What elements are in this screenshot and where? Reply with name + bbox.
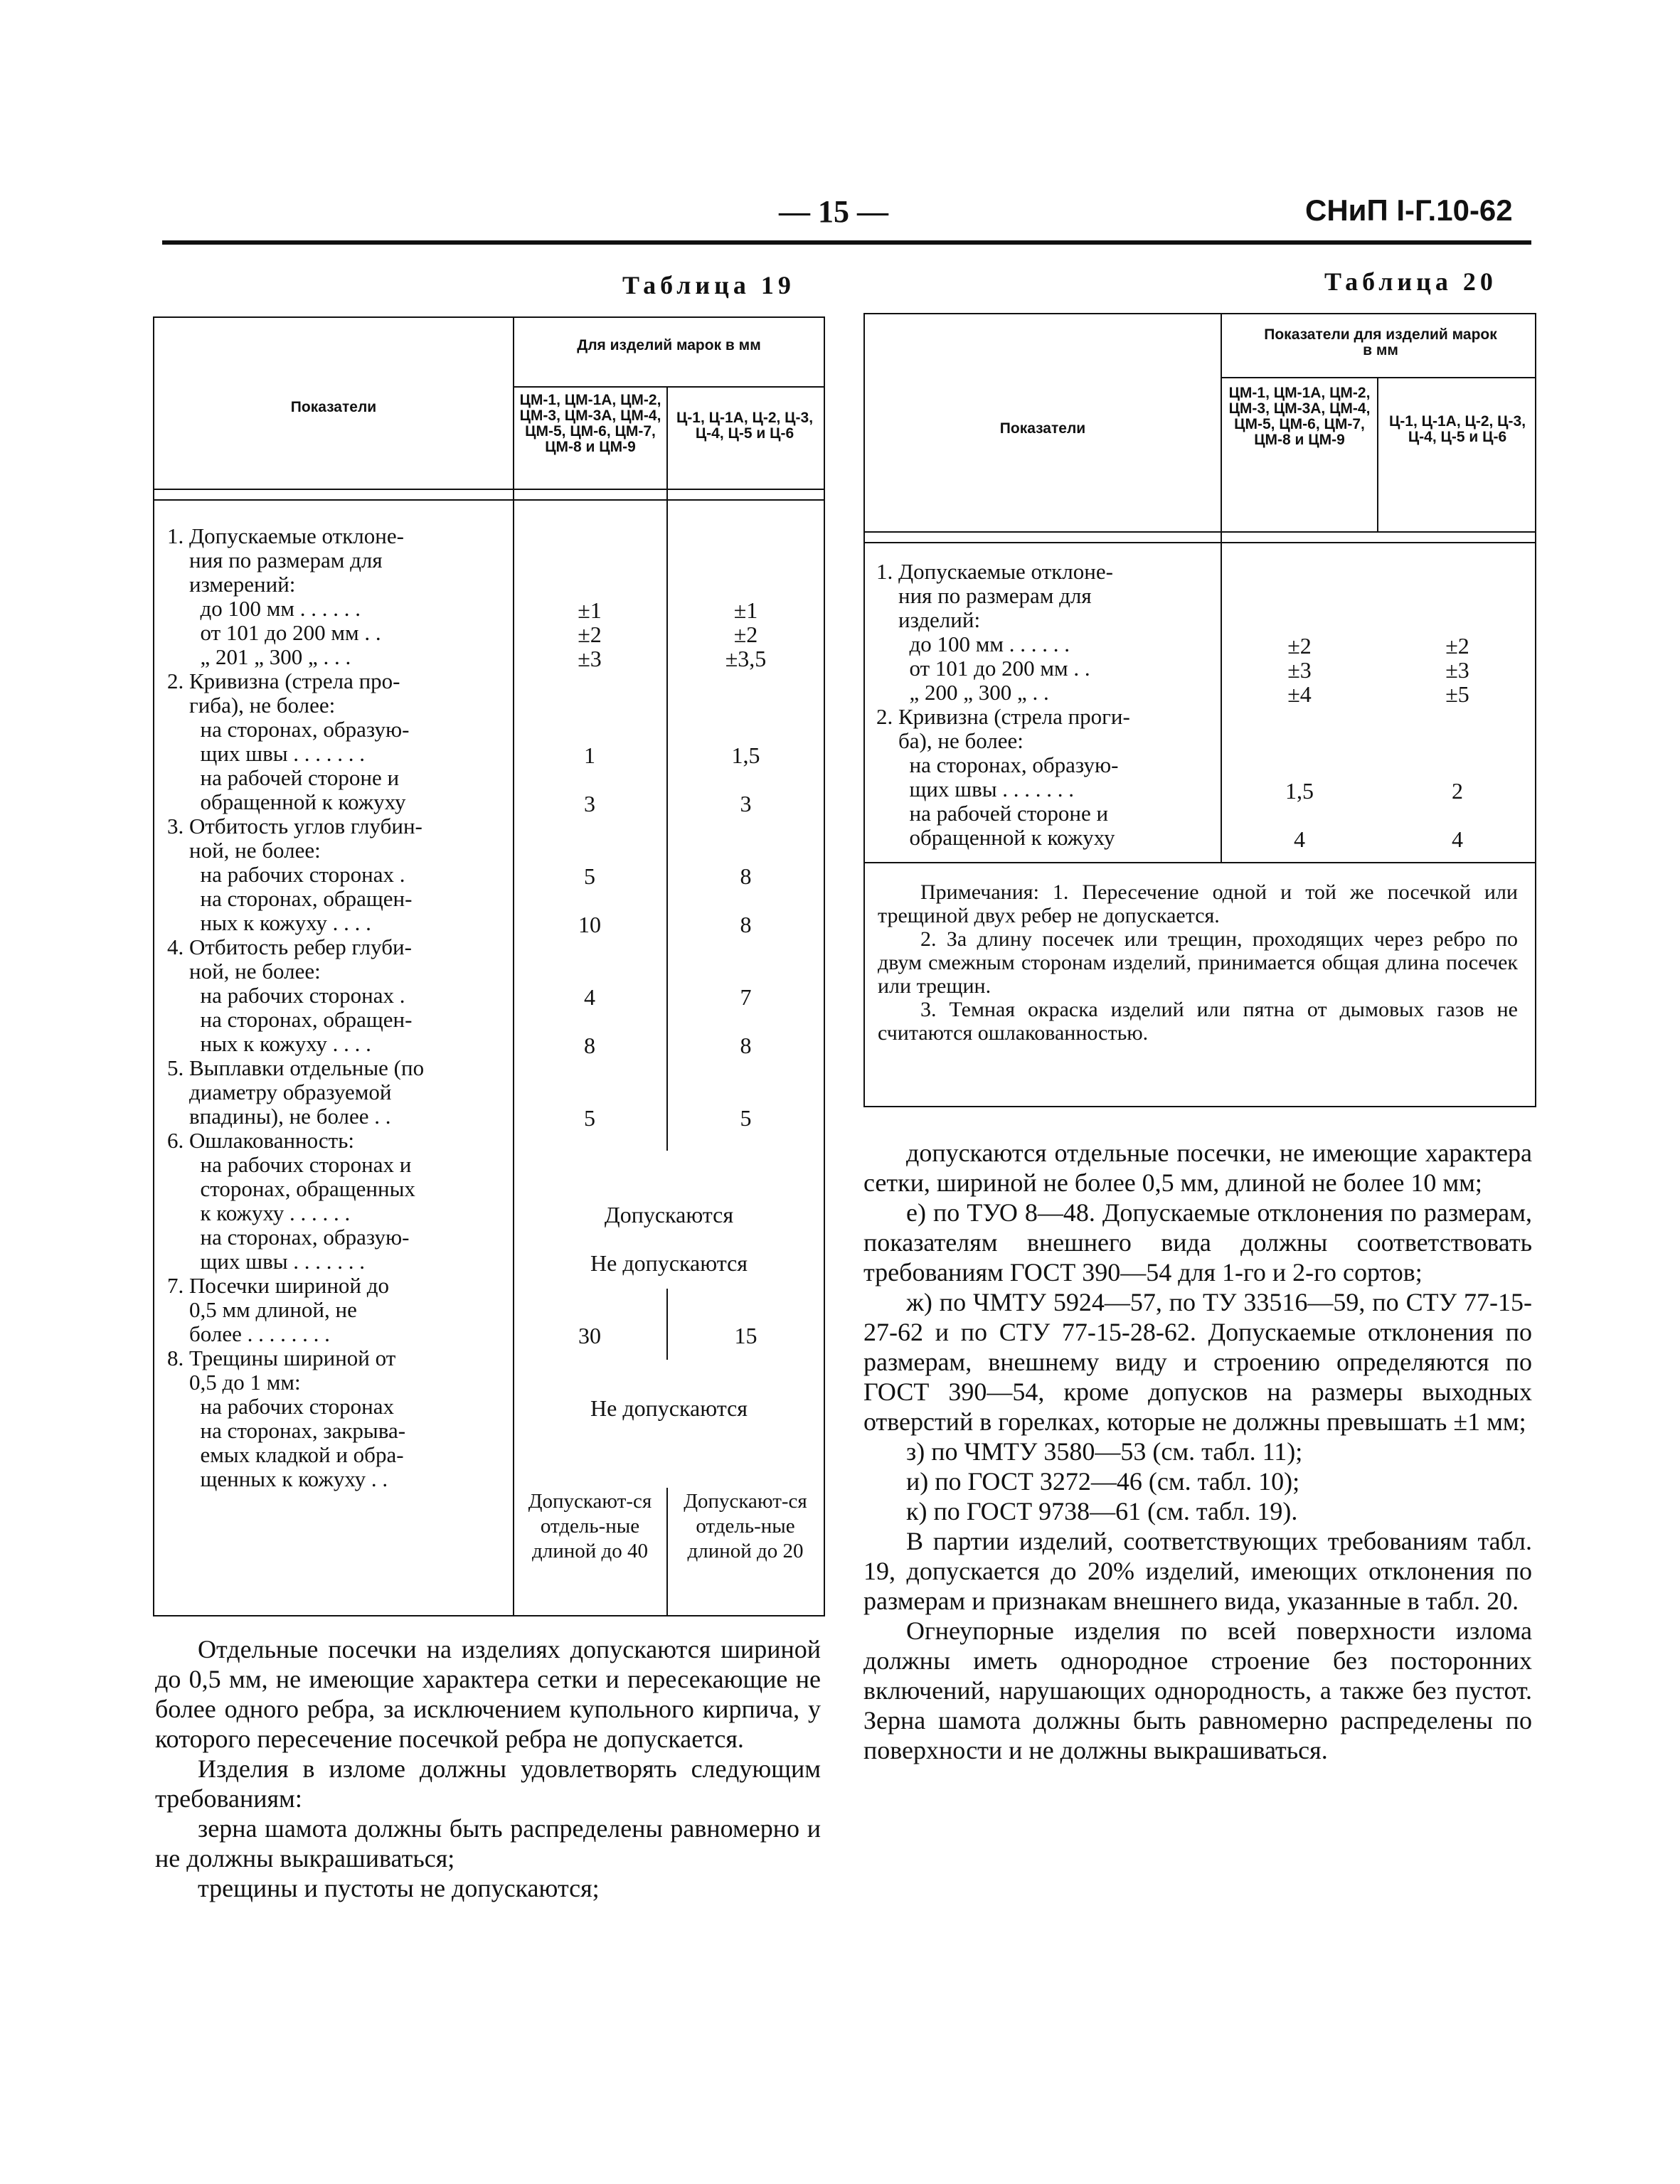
right-paragraph-3: ж) по ЧМТУ 5924—57, по ТУ 33516—59, по СТУ 77-15-27-62 и по СТУ 77-15-28-62. Допускаемые отклонения по размерам, внешнему виду и строению определяются по ГОСТ 390—54, кроме допусков на размеры выходных отверстий в горелках, которые не должны превышать ±1 мм; [863,1288,1532,1436]
table19-col-group [514,338,824,353]
left-paragraph-3: зерна шамота должны быть распределены равномерно и не должны выкрашиваться; [155,1814,821,1873]
table19-vrule-2c [666,1488,668,1616]
t19-crack1: Не допускаются [590,1395,748,1421]
table19-group-rule [513,386,824,388]
t19-r2a: ±2 [578,622,602,647]
t19-cuts-b: 15 [734,1323,757,1348]
table20-notes [878,880,1518,1045]
table20-group-rule [1221,377,1536,378]
t19-cuts-a: 30 [578,1323,601,1348]
t19-r2b: ±2 [733,622,758,647]
left-paragraph-4: трещины и пустоты не допускаются; [198,1874,600,1902]
right-paragraph-1: допускаются отдельные посечки, не имеющие характера сетки, шириной не более 0,5 мм, длиной не более 10 мм; [863,1139,1532,1197]
table19 [153,316,825,1616]
table20-header-rule [865,531,1536,533]
right-column-text [863,1138,1532,1765]
table20-col-a: ЦМ-1, ЦМ-1А, ЦМ-2, ЦМ-3, ЦМ-3А, ЦМ-4, ЦМ-5, ЦМ-6, ЦМ-7, ЦМ-8 и ЦМ-9 [1228,385,1371,448]
t19-curv1b: 1,5 [731,742,760,768]
t19-crack2b: Допускают-ся отдель-ные длиной до 20 [684,1490,807,1562]
t19-r3b: ±3,5 [725,646,767,671]
t19-curv1a: 1 [584,742,595,768]
right-paragraph-7: В партии изделий, соответствующих требованиям табл. 19, допускается до 20% изделий, имеющих отклонения по размерам и признакам внешнего вида, указанные в табл. 20. [863,1527,1532,1615]
table20-note-3: 3. Темная окраска изделий или пятна от дымовых газов не считаются ошлакованностью. [878,998,1518,1045]
table20-note-1: Примечания: 1. Пересечение одной и той же посечкой или трещиной двух ребер не допускается. [878,880,1518,927]
t19-r1a: ±1 [578,597,602,623]
page-number: — 15 — [779,194,888,229]
t19-corn1a: 5 [584,863,595,889]
t19-edge1a: 4 [584,984,595,1010]
t19-melt-a: 5 [584,1105,595,1131]
t20-c2b: 4 [1452,826,1463,852]
table19-header-rule2 [154,489,824,490]
t20-r1a: ±2 [1287,633,1312,659]
left-paragraph-2: Изделия в изломе должны удовлетворять следующим требованиям: [155,1754,821,1813]
t19-curv2a: 3 [584,791,595,816]
t19-slag1: Допускаются [604,1202,734,1227]
table19-col-indicators: Показатели [290,399,377,415]
t19-corn2a: 10 [578,912,601,937]
t19-corn1b: 8 [740,863,752,889]
table19-title: Таблица 19 [622,271,795,299]
document-code: СНиП I-Г.10-62 [1305,193,1513,227]
table20-notes-rule [865,862,1536,863]
t19-edge1b: 7 [740,984,752,1010]
table20 [863,313,1536,1107]
t20-r3a: ±4 [1287,681,1312,707]
table19-row-labels: 1. Допускаемые отклоне- ния по размерам для измерений: до 100 мм . . . . . . от 101 до 200 мм . . „ 201 „ 300 „ . . . 2. Кривизна (стрела про- гиба), не более: на сторонах, образую- щих швы . . . . . . . на рабочей стороне и обращенной к кожуху 3. Отбитость углов глубин- ной, не более: на рабочих сторонах . на сторонах, обращен- ных к кожуху . . . . 4. Отбитость ребер глуби- ной, не более: на рабочих сторонах . на сторонах, обращен- ных к кожуху . . . . 5. Выплавки отдельные (по диаметру образуемой впадины), не более . . 6. Ошлакованность: на рабочих сторонах и сторонах, обращенных к кожуху . . . . . . на сторонах, образую- щих швы . . . . . . . 7. Посечки шириной до 0,5 мм длиной, не более . . . . . . . . 8. Трещины шириной от 0,5 до 1 мм: на рабочих сторонах на сторонах, закрыва- емых кладкой и обра- щенных к кожуху . . [167,523,425,1491]
right-paragraph-6: к) по ГОСТ 9738—61 (см. табл. 19). [906,1497,1298,1525]
table20-row-labels: 1. Допускаемые отклоне- ния по размерам для изделий: до 100 мм . . . . . . от 101 до 200 мм . . „ 200 „ 300 „ . . 2. Кривизна (стрела проги- ба), не более: на сторонах, образую- щих швы . . . . . . . на рабочей стороне и обращенной к кожуху [876,559,1130,850]
t20-r3b: ±5 [1445,681,1469,707]
t19-melt-b: 5 [740,1105,752,1131]
table19-col-a: ЦМ-1, ЦМ-1А, ЦМ-2, ЦМ-3, ЦМ-3А, ЦМ-4, ЦМ-5, ЦМ-6, ЦМ-7, ЦМ-8 и ЦМ-9 [519,392,661,455]
table20-vrule-2 [1377,377,1378,532]
t20-r2b: ±3 [1445,657,1469,683]
t20-r1b: ±2 [1445,633,1469,659]
right-paragraph-8: Огнеупорные изделия по всей поверхности излома должны иметь однородное строение без посторонних включений, нарушающих однородность, а также без пустот. Зерна шамота должны быть равномерно распределены по поверхности и не должны выкрашиваться. [863,1616,1532,1764]
t19-edge2b: 8 [740,1033,752,1058]
t20-c1b: 2 [1452,778,1463,804]
table19-col-group-label: Для изделий марок в мм [577,337,761,353]
right-paragraph-2: е) по ТУО 8—48. Допускаемые отклонения по размерам, показателям внешнего вида должны соответствовать требованиям ГОСТ 390—54 для 1-го и 2-го сортов; [863,1198,1532,1287]
table20-title: Таблица 20 [1324,267,1497,296]
t19-r3a: ±3 [578,646,602,671]
table19-vrule-1 [513,318,514,1616]
left-column-text [155,1634,821,1903]
t20-c2a: 4 [1294,826,1305,852]
t20-r2a: ±3 [1287,657,1312,683]
header-rule [162,240,1531,245]
t19-edge2a: 8 [584,1033,595,1058]
right-paragraph-4: з) по ЧМТУ 3580—53 (см. табл. 11); [906,1437,1303,1466]
table20-col-group: Показатели для изделий марок в мм [1264,326,1497,358]
table20-col-b: Ц-1, Ц-1А, Ц-2, Ц-3, Ц-4, Ц-5 и Ц-6 [1388,413,1526,445]
table20-header-rule2 [865,542,1536,543]
t19-crack2a: Допускают-ся отдель-ные длиной до 40 [528,1490,652,1562]
t20-c1a: 1,5 [1285,778,1314,804]
t19-slag2: Не допускаются [590,1250,748,1276]
right-paragraph-5: и) по ГОСТ 3272—46 (см. табл. 10); [906,1467,1300,1496]
table20-note-2: 2. За длину посечек или трещин, проходящих через ребро по двум смежным сторонам изделий, принимается общая длина посечек или трещин. [878,927,1518,998]
table19-col-b: Ц-1, Ц-1А, Ц-2, Ц-3, Ц-4, Ц-5 и Ц-6 [676,410,814,442]
t19-r1b: ±1 [733,597,758,623]
left-paragraph-1: Отдельные посечки на изделиях допускаются шириной до 0,5 мм, не имеющие характера сетки и пересекающие не более одного ребра, за исключением купольного кирпича, у которого пересечение посечкой ребра не допускается. [155,1635,821,1753]
table20-col-indicators: Показатели [999,420,1086,437]
t19-curv2b: 3 [740,791,752,816]
table19-header-rule [154,499,824,501]
t19-corn2b: 8 [740,912,752,937]
